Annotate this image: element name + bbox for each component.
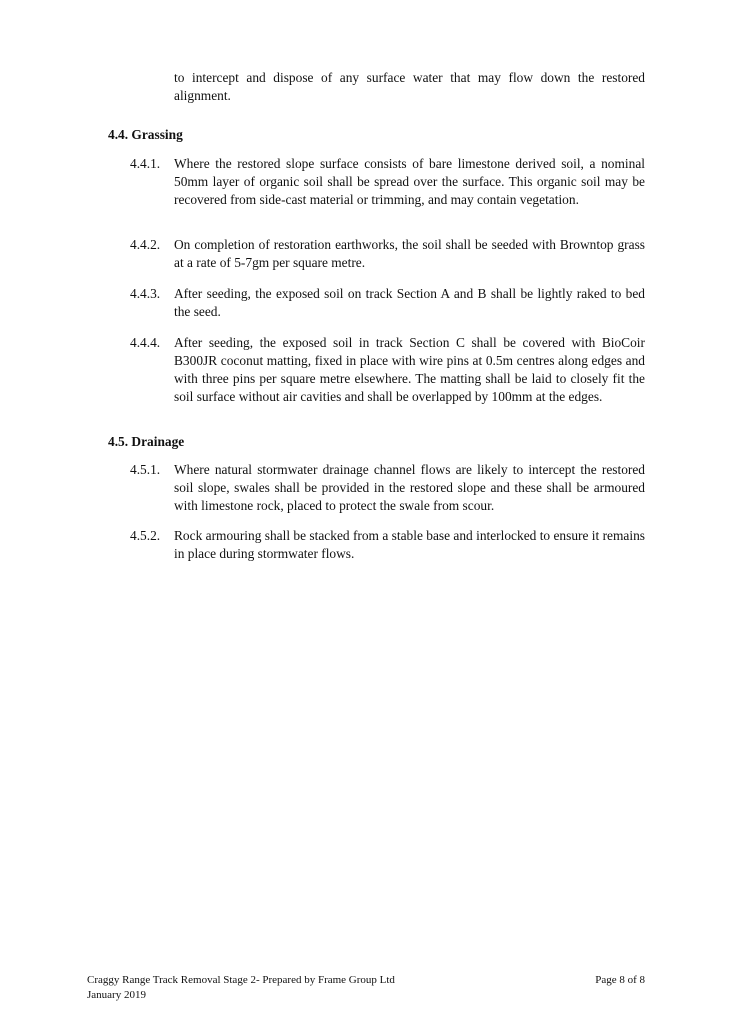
- list-item: [130, 461, 645, 515]
- item-text: Where natural stormwater drainage channel flows are likely to intercept the restored soil slope, swales shall be provided in the restored slope and these shall be armoured with limestone rock, placed to protect the swale from scour.: [174, 462, 645, 513]
- item-text: Rock armouring shall be stacked from a stable base and interlocked to ensure it remains in place during stormwater flows.: [174, 528, 645, 561]
- item-text: After seeding, the exposed soil in track Section C shall be covered with BioCoir B300JR coconut matting, fixed in place with wire pins at 0.5m centres along edges and with three pins per square metre elsewhere. The matting shall be laid to closely fit the soil surface without air cavities and shall be overlapped by 100mm at the edges.: [174, 335, 645, 404]
- item-number: 4.4.1.: [130, 156, 161, 171]
- item-number: 4.4.3.: [130, 286, 161, 301]
- item-number: 4.4.2.: [130, 237, 161, 252]
- section-heading-drainage: 4.5. Drainage: [108, 434, 185, 449]
- item-text: Where the restored slope surface consists of bare limestone derived soil, a nominal 50mm layer of organic soil shall be spread over the surface. This organic soil may be recovered from side-cast material or trimming, and may contain vegetation.: [174, 156, 645, 207]
- footer-date-row: [87, 988, 645, 1002]
- footer-document-title: Craggy Range Track Removal Stage 2- Prepared by Frame Group Ltd: [87, 974, 395, 986]
- footer: [87, 973, 645, 987]
- footer-date: January 2019: [87, 989, 146, 1001]
- list-item: [130, 334, 645, 406]
- item-text: After seeding, the exposed soil on track Section A and B shall be lightly raked to bed the seed.: [174, 286, 645, 319]
- item-number: 4.4.4.: [130, 335, 161, 350]
- item-text: On completion of restoration earthworks, the soil shall be seeded with Browntop grass at a rate of 5-7gm per square metre.: [174, 237, 645, 270]
- list-item: [130, 236, 645, 272]
- list-item: [130, 155, 645, 209]
- list-item: [130, 285, 645, 321]
- list-item: [130, 527, 645, 563]
- intro-paragraph: to intercept and dispose of any surface water that may flow down the restored alignment.: [174, 70, 645, 103]
- footer-page-number: Page 8 of 8: [595, 974, 645, 986]
- item-number: 4.5.1.: [130, 462, 161, 477]
- item-number: 4.5.2.: [130, 528, 161, 543]
- section-heading-grassing: 4.4. Grassing: [108, 127, 183, 142]
